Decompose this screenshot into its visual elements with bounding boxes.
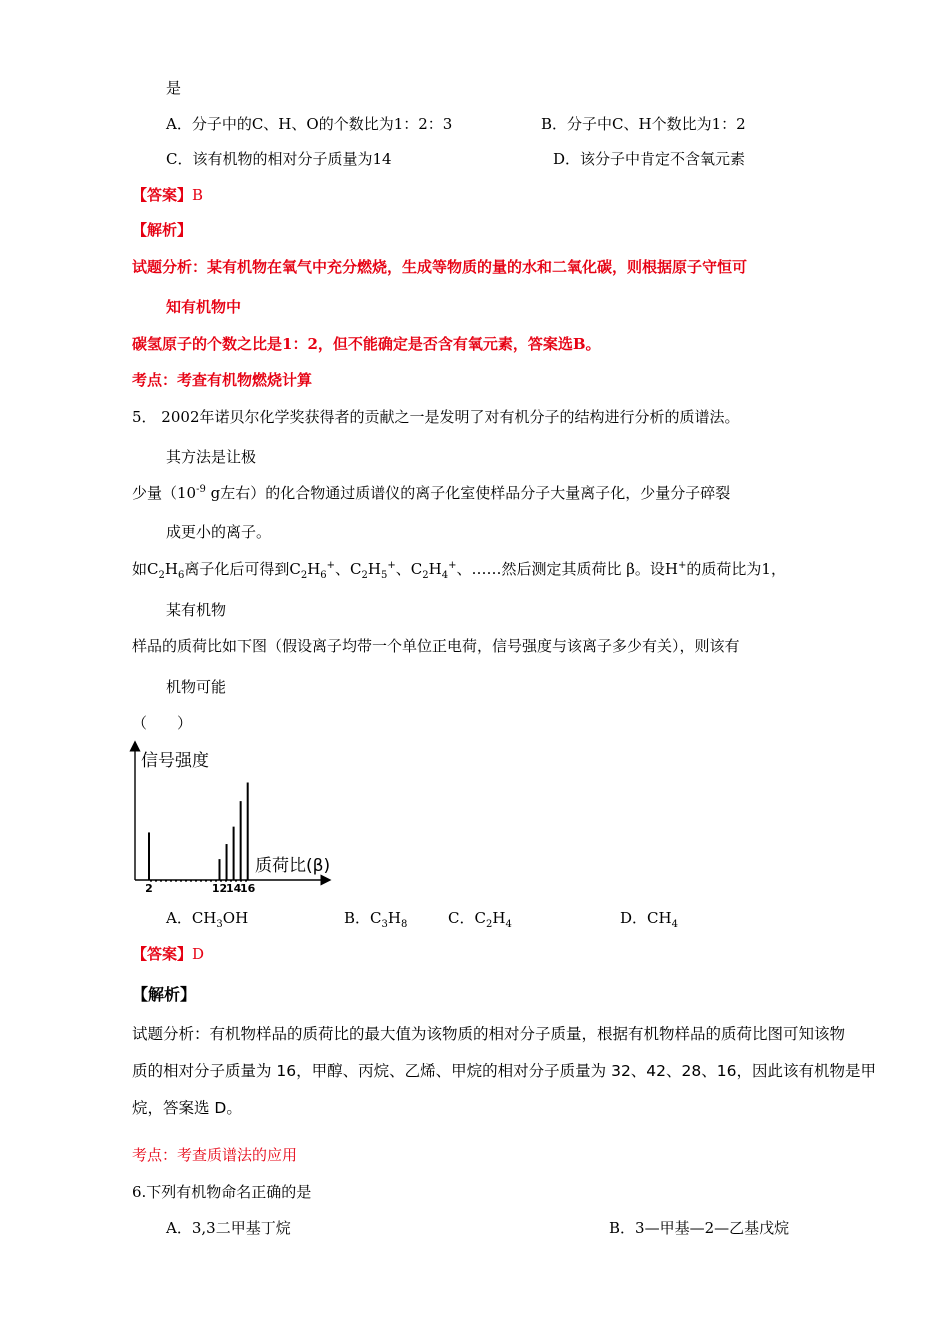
q5-stem-line-4: 成更小的离子。	[166, 523, 272, 541]
q5-answer	[132, 944, 204, 964]
q5-stem-line-2: 其方法是让极	[166, 448, 257, 466]
q4-stem-end: 是	[166, 79, 182, 97]
q4-kaodian: 考点：考查有机物燃烧计算	[132, 371, 313, 389]
answer-value: D	[192, 945, 205, 963]
q6-option-b: B．3—甲基—2—乙基戊烷	[609, 1219, 790, 1237]
q5-stem-line-6: 某有机物	[166, 601, 227, 619]
q5-option-d: D．$CH_4$	[620, 909, 678, 930]
q4-option-a: A．分子中的C、H、O的个数比为1：2：3	[166, 115, 453, 133]
x-tick-label: 12	[211, 882, 228, 895]
q5-analysis-line-2: 质的相对分子质量为 16，甲醇、丙烷、乙烯、甲烷的相对分子质量为 32、42、28、16，因此该有机物是甲	[132, 1062, 876, 1080]
q5-stem-line-1: 5． 2002年诺贝尔化学奖获得者的贡献之一是发明了对有机分子的结构进行分析的质谱法。	[132, 408, 740, 426]
q5-analysis-line-3: 烷，答案选 D。	[132, 1099, 242, 1117]
q6-option-a: A．3,3二甲基丁烷	[166, 1219, 291, 1237]
x-tick-label: 16	[240, 882, 256, 895]
q5-stem-blank: （ ）	[132, 714, 193, 732]
x-tick-label: 14	[225, 882, 242, 895]
q5-option-a: A．$CH_3OH$	[166, 909, 249, 930]
q5-analysis-tag: 【解析】	[132, 985, 197, 1004]
q4-analysis-line-1: 试题分析：某有机物在氧气中充分燃烧，生成等物质的量的水和二氧化碳，则根据原子守恒可	[132, 258, 748, 276]
q5-stem-line-7: 样品的质荷比如下图（假设离子均带一个单位正电荷，信号强度与该离子多少有关），则该有	[132, 637, 740, 655]
x-tick-label: 2	[145, 882, 153, 895]
q4-answer	[132, 185, 203, 205]
q5-stem-line-5: 如$C_2H_6$离子化后可得到$C_2H_6^+$、$C_2H_5^+$、$C_2H_4^+$、……然后测定其质荷比 β。设H+的质荷比为1，	[132, 560, 786, 581]
q4-analysis-tag: 【解析】	[132, 221, 193, 239]
answer-tag: 【答案】	[132, 945, 193, 963]
mass-spectrum-chart	[128, 740, 348, 896]
q5-kaodian: 考点：考查质谱法的应用	[132, 1146, 298, 1164]
q4-analysis-line-2: 知有机物中	[166, 298, 242, 316]
q4-option-c: C．该有机物的相对分子质量为14	[166, 150, 392, 168]
q5-stem-line-8: 机物可能	[166, 678, 227, 696]
answer-value: B	[192, 186, 204, 204]
q4-option-d: D．该分子中肯定不含氧元素	[553, 150, 746, 168]
q4-option-b: B．分子中C、H个数比为1：2	[541, 115, 746, 133]
q5-analysis-line-1: 试题分析：有机物样品的质荷比的最大值为该物质的相对分子质量，根据有机物样品的质荷比图可知该物	[132, 1025, 846, 1043]
y-axis-label: 信号强度	[141, 751, 209, 771]
q5-option-b: B．$C_3H_8$	[344, 909, 408, 930]
q6-stem: 6.下列有机物命名正确的是	[132, 1183, 312, 1201]
q4-analysis-line-3: 碳氢原子的个数之比是1：2，但不能确定是否含有氧元素，答案选B。	[132, 335, 601, 353]
answer-tag: 【答案】	[132, 186, 193, 204]
q5-option-c: C．$C_2H_4$	[448, 909, 512, 930]
x-axis-label: 质荷比(β)	[255, 856, 331, 876]
q5-stem-line-3: 少量（$10^{-9}$ g左右）的化合物通过质谱仪的离子化室使样品分子大量离子化，少量分子碎裂	[132, 484, 731, 502]
